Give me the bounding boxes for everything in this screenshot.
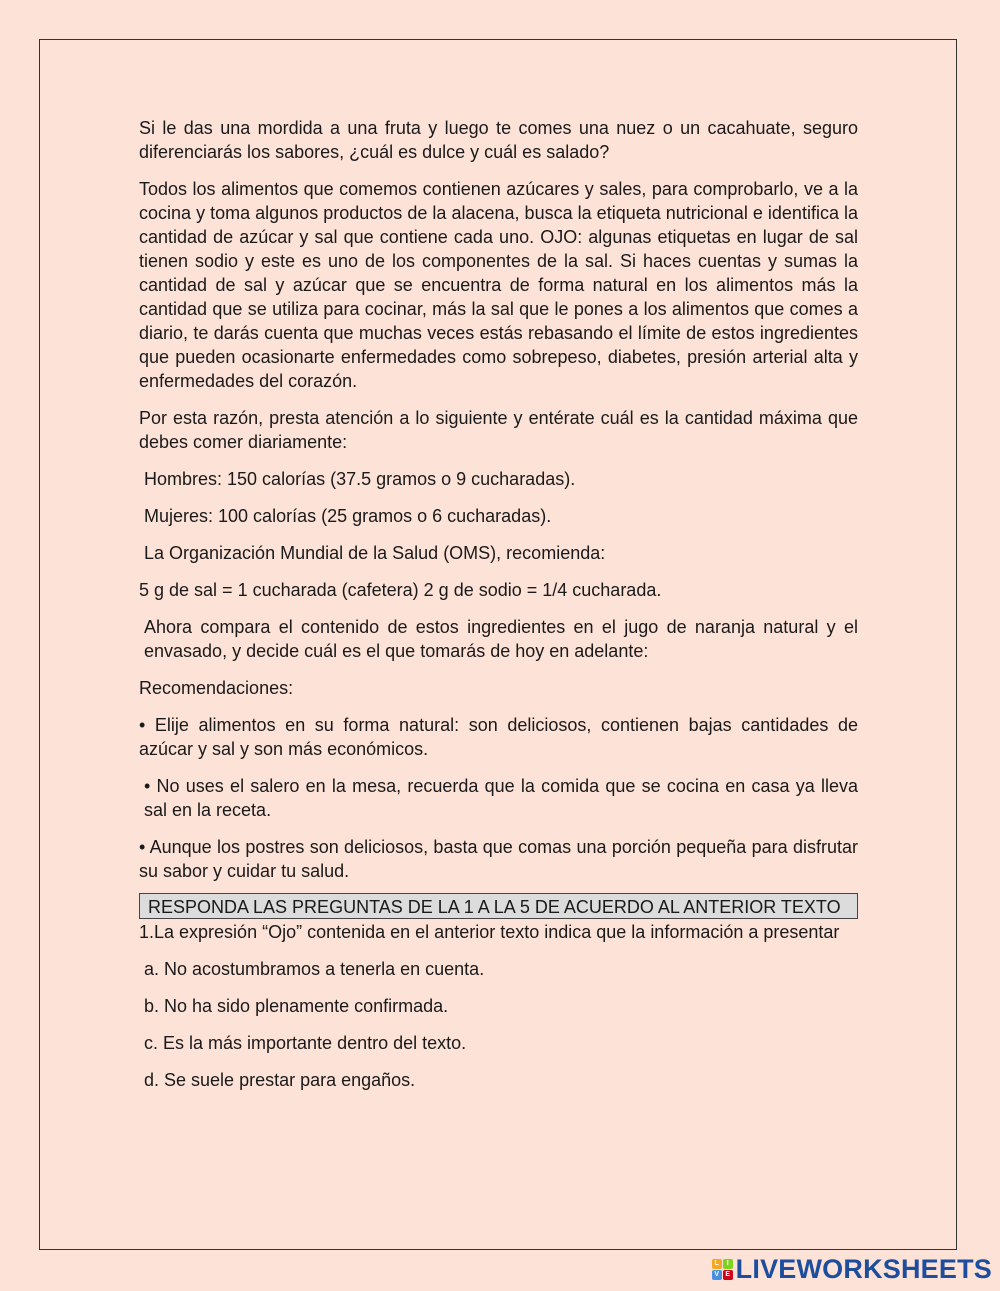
recommendation-item: • Elije alimentos en su forma natural: son deliciosos, contienen bajas cantidades de azúcar y sal y son más económicos.	[139, 715, 858, 759]
salt-sodium-equivalence: 5 g de sal = 1 cucharada (cafetera) 2 g de sodio = 1/4 cucharada.	[139, 580, 662, 600]
paragraph-body: Todos los alimentos que comemos contienen azúcares y sales, para comprobarlo, ve a la cocina y toma algunos productos de la alacena, busca la etiqueta nutricional e identifica la cantidad de azúcar y sal que contiene cada uno. OJO: algunas etiquetas en lugar de sal tienen sodio y este es uno de los componentes de la sal. Si haces cuentas y sumas la cantidad de sal y azúcar que se encuentra de forma natural en los alimentos más la cantidad que se utiliza para cocinar, más la sal que le pones a los alimentos que comes a diario, te darás cuenta que muchas veces estás rebasando el límite de estos ingredientes que pueden ocasionarte enfermedades como sobrepeso, diabetes, presión arterial alta y enfermedades del corazón.	[139, 179, 858, 391]
oms-recommendation: La Organización Mundial de la Salud (OMS), recomienda:	[144, 543, 606, 563]
answer-option-b[interactable]: b. No ha sido plenamente confirmada.	[144, 996, 449, 1016]
recommendations-heading: Recomendaciones:	[139, 678, 294, 698]
logo-text: LIVEWORKSHEETS	[735, 1254, 992, 1284]
answer-option-d[interactable]: d. Se suele prestar para engaños.	[144, 1070, 416, 1090]
answer-option-c[interactable]: c. Es la más importante dentro del texto.	[144, 1033, 467, 1053]
answer-option-a[interactable]: a. No acostumbramos a tenerla en cuenta.	[144, 959, 485, 979]
question-1: 1.La expresión “Ojo” contenida en el anterior texto indica que la información a presentar	[139, 922, 840, 942]
instruction-box: RESPONDA LAS PREGUNTAS DE LA 1 A LA 5 DE ACUERDO AL ANTERIOR TEXTO	[139, 893, 858, 919]
paragraph-intro: Si le das una mordida a una fruta y luego te comes una nuez o un cacahuate, seguro diferenciarás los sabores, ¿cuál es dulce y cuál es salado?	[139, 118, 858, 162]
logo-tiles-icon	[712, 1259, 733, 1280]
paragraph-compare: Ahora compara el contenido de estos ingredientes en el jugo de naranja natural y el envasado, y decide cuál es el que tomarás de hoy en adelante:	[144, 617, 858, 661]
logo-tile: V	[712, 1270, 722, 1280]
paragraph-reason: Por esta razón, presta atención a lo siguiente y entérate cuál es la cantidad máxima que debes comer diariamente:	[139, 408, 858, 452]
liveworksheets-logo	[712, 1254, 992, 1285]
men-limit: Hombres: 150 calorías (37.5 gramos o 9 cucharadas).	[144, 469, 576, 489]
logo-tile: I	[723, 1259, 733, 1269]
recommendation-item: • No uses el salero en la mesa, recuerda que la comida que se cocina en casa ya lleva sal en la receta.	[144, 776, 858, 820]
recommendation-item: • Aunque los postres son deliciosos, basta que comas una porción pequeña para disfrutar su sabor y cuidar tu salud.	[139, 837, 858, 881]
women-limit: Mujeres: 100 calorías (25 gramos o 6 cucharadas).	[144, 506, 552, 526]
logo-tile: L	[712, 1259, 722, 1269]
logo-tile: E	[723, 1270, 733, 1280]
worksheet-content	[139, 116, 858, 1105]
